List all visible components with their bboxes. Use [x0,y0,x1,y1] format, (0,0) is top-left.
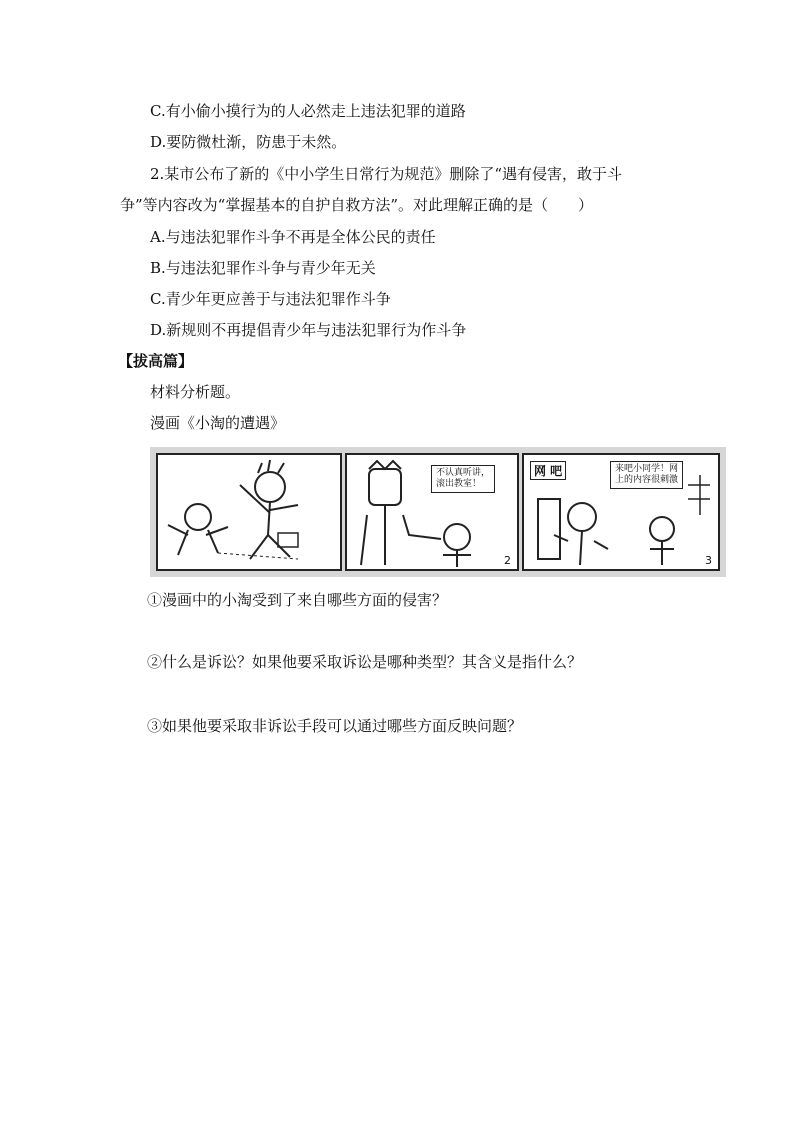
panel-3-speech-bubble [610,461,683,489]
option-c-q2: C.青少年更应善于与违法犯罪作斗争 [150,290,391,308]
panel-3-bubble-line-1: 来吧小同学！网 [615,464,679,474]
sub-question-2: ②什么是诉讼？如果他要采取诉讼是哪种类型？其含义是指什么？ [147,653,583,671]
panel-3-internet-cafe-sign: 网 吧 [530,461,566,480]
comic-panel-3 [522,453,720,571]
panel-2-bubble-line-1: 不认真听讲， [436,468,491,478]
option-b-q2: B.与违法犯罪作斗争与青少年无关 [150,259,376,277]
option-d-q1: D.要防微杜渐，防患于未然。 [150,133,347,151]
panel-3-number: 3 [705,554,712,567]
panel-2-bubble-line-2: 滚出教室！ [436,479,482,489]
question-2-line-1: 2.某市公布了新的《中小学生日常行为规范》删除了“遇有侵害，敢于斗 [150,165,622,183]
panel-2-speech-bubble [431,465,495,493]
option-c-q1: C.有小偷小摸行为的人必然走上违法犯罪的道路 [150,102,466,120]
panel-2-number: 2 [504,554,511,567]
comic-panel-2 [345,453,519,571]
section-heading: 【拔高篇】 [118,352,194,370]
option-d-q2: D.新规则不再提倡青少年与违法犯罪行为作斗争 [150,321,467,339]
panel-3-bubble-line-2: 上的内容很刺激 [615,475,679,485]
comic-strip [150,447,726,577]
comic-title: 漫画《小淘的遭遇》 [150,414,286,432]
comic-panel-1-drawing [158,455,340,569]
material-intro: 材料分析题。 [150,383,241,401]
question-2-line-2: 争”等内容改为“掌握基本的自护自救方法”。对此理解正确的是（ ） [120,196,594,214]
sub-question-3: ③如果他要采取非诉讼手段可以通过哪些方面反映问题？ [147,717,523,735]
comic-panel-1 [156,453,342,571]
sub-question-1: ①漫画中的小淘受到了来自哪些方面的侵害？ [147,591,448,609]
option-a-q2: A.与违法犯罪作斗争不再是全体公民的责任 [150,228,436,246]
